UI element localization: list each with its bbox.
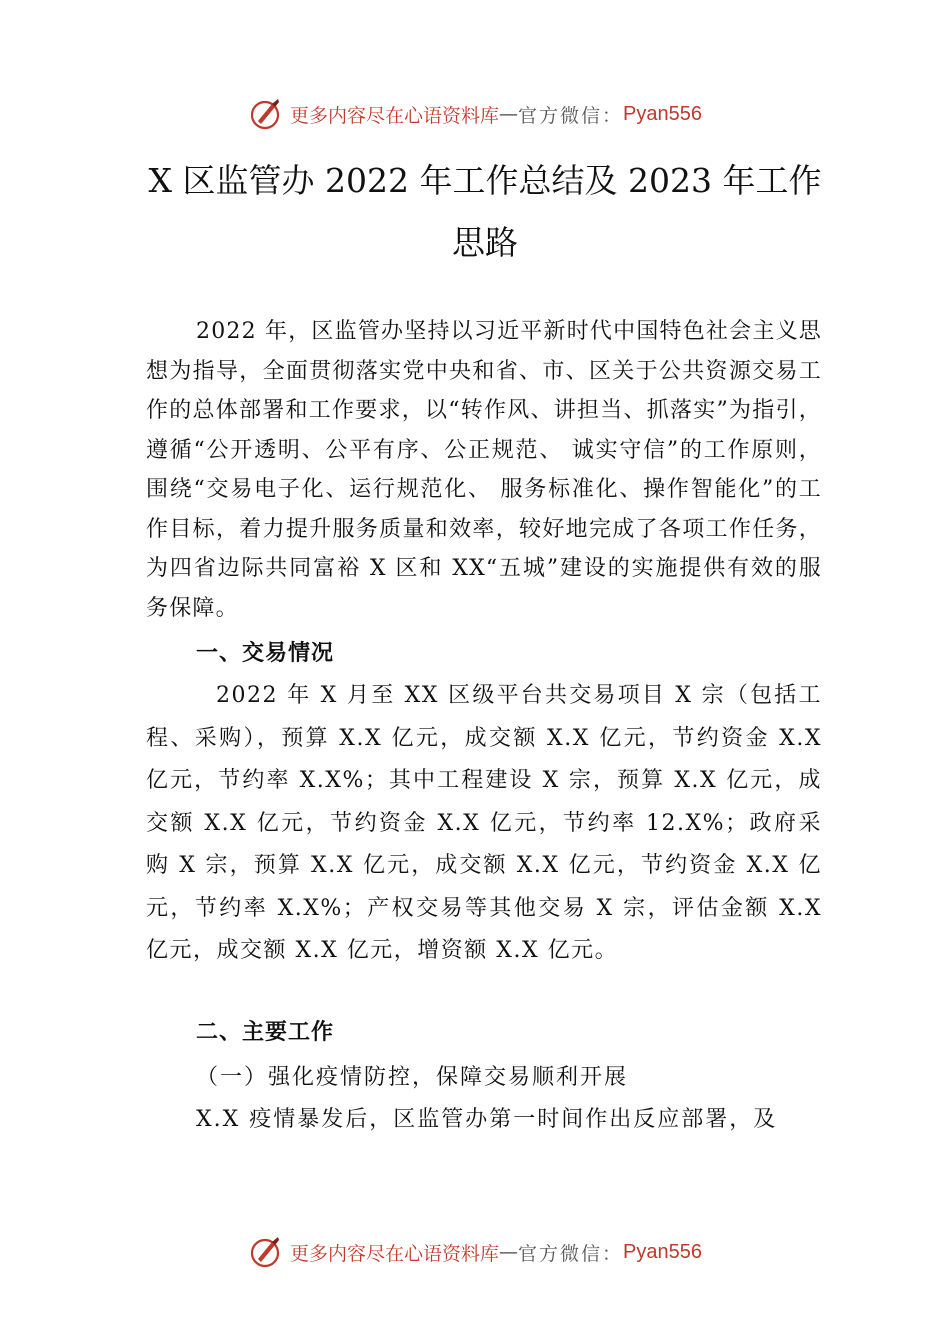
section-body-trade: 2022 年 X 月至 XX 区级平台共交易项目 X 宗（包括工程、采购），预算 X.X 亿元，成交额 X.X 亿元，节约资金 X.X 亿元，节约率 X.X%；其中工程建设 X 宗，预算 X.X 亿元，成交额 X.X 亿元，节约资金 X.X 亿元，节约率 12.X%；政府采购 X 宗，预算 X.X 亿元，成交额 X.X 亿元，节约资金 X.X 亿元，节约率 X.X%；产权交易等其他交易 X 宗，评估金额 X.X 亿元，成交额 X.X 亿元，增资额 X.X 亿元。 <box>146 683 822 963</box>
watermark-separator: — <box>499 103 519 125</box>
watermark-wechat-id: Pyan556 <box>623 102 702 125</box>
watermark-footer <box>0 1232 950 1272</box>
watermark-brand: 更多内容尽在心语资料库 <box>290 104 500 127</box>
subsection-body-epidemic: X.X 疫情暴发后，区监管办第一时间作出反应部署，及 <box>196 1107 778 1132</box>
watermark-wechat-label: 官方微信： <box>518 104 624 127</box>
intro-paragraph: 2022 年，区监管办坚持以习近平新时代中国特色社会主义思想为指导，全面贯彻落实党中央和省、市、区关于公共资源交易工作的总体部署和工作要求，以“转作风、讲担当、抓落实”为指引，遵循“公开透明、公平有序、公正规范、 诚实守信”的工作原则，围绕“交易电子化、运行规范化、 服务标准化、操作智能化”的工作目标，着力提升服务质量和效率，较好地完成了各项工作任务，为四省边际共同富裕 X 区和 XX“五城”建设的实施提供有效的服务保障。 <box>146 319 822 621</box>
quill-pen-logo-icon <box>248 1234 284 1270</box>
section-heading-trade: 一、交易情况 <box>196 641 335 666</box>
watermark-header <box>0 94 950 134</box>
watermark-separator: — <box>499 1241 519 1263</box>
subsection-heading-epidemic: （一）强化疫情防控，保障交易顺利开展 <box>196 1065 629 1090</box>
section-heading-main-work: 二、主要工作 <box>196 1020 335 1045</box>
watermark-wechat-id: Pyan556 <box>623 1240 702 1263</box>
watermark-wechat-label: 官方微信： <box>518 1242 624 1265</box>
quill-pen-logo-icon <box>248 96 284 132</box>
document-title: X 区监管办 2022 年工作总结及 2023 年工作思路 <box>148 161 822 262</box>
watermark-brand: 更多内容尽在心语资料库 <box>290 1242 500 1265</box>
